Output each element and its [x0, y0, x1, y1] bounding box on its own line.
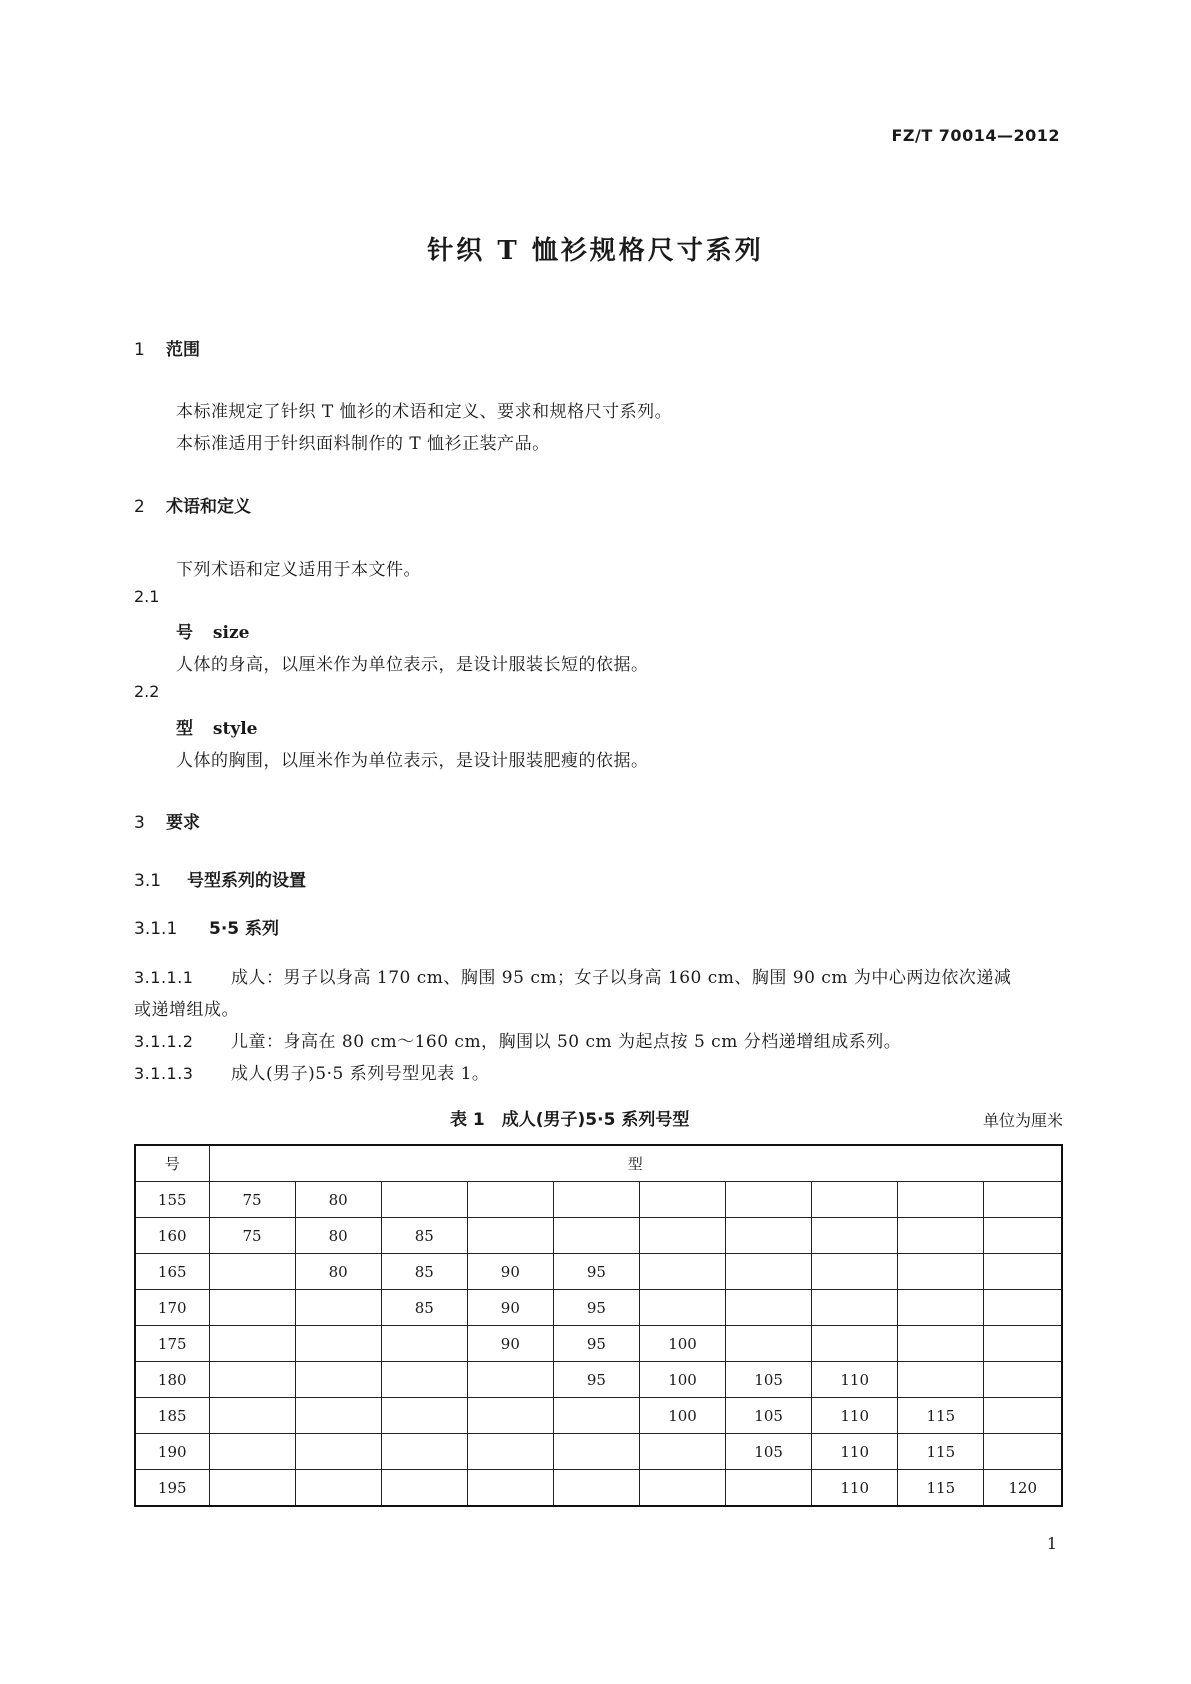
- table-header-row: [135, 1145, 1062, 1182]
- xing-cell: 120: [984, 1470, 1062, 1507]
- xing-cell: [381, 1362, 467, 1398]
- clause-number: 2.2: [134, 682, 160, 701]
- xing-cell: [639, 1434, 725, 1470]
- xing-cell: [295, 1326, 381, 1362]
- xing-cell: [726, 1470, 812, 1507]
- section-number: 3.1.1: [134, 919, 178, 939]
- xing-cell: 90: [467, 1290, 553, 1326]
- clause-number: 2.1: [134, 587, 160, 606]
- xing-cell: [639, 1290, 725, 1326]
- xing-cell: 95: [553, 1290, 639, 1326]
- xing-cell: [726, 1182, 812, 1218]
- header-xing: 型: [209, 1145, 1062, 1182]
- section-number: 1: [134, 340, 145, 360]
- subsection-3-1-heading: [134, 866, 306, 891]
- xing-cell: [209, 1470, 295, 1507]
- clause-3-1-1-3: [134, 1059, 489, 1084]
- table-row: [135, 1218, 1062, 1254]
- xing-cell: [812, 1182, 898, 1218]
- xing-cell: 85: [381, 1218, 467, 1254]
- xing-cell: [726, 1290, 812, 1326]
- xing-cell: [467, 1182, 553, 1218]
- xing-cell: [467, 1434, 553, 1470]
- term-zh: 号: [176, 623, 193, 643]
- clause-text: 成人(男子)5·5 系列号型见表 1。: [231, 1064, 490, 1084]
- xing-cell: [984, 1254, 1062, 1290]
- xing-cell: [639, 1254, 725, 1290]
- xing-cell: 90: [467, 1326, 553, 1362]
- section-title: 5·5 系列: [209, 919, 280, 939]
- xing-cell: 110: [812, 1398, 898, 1434]
- xing-cell: [381, 1434, 467, 1470]
- xing-cell: 105: [726, 1362, 812, 1398]
- xing-cell: [467, 1470, 553, 1507]
- xing-cell: 105: [726, 1398, 812, 1434]
- xing-cell: [984, 1182, 1062, 1218]
- xing-cell: [984, 1218, 1062, 1254]
- clause-text: 儿童：身高在 80 cm～160 cm，胸围以 50 cm 为起点按 5 cm 分档递增组成系列。: [231, 1032, 902, 1052]
- table-row: [135, 1470, 1062, 1507]
- header-hao: 号: [135, 1145, 209, 1182]
- xing-cell: [984, 1290, 1062, 1326]
- xing-cell: [467, 1362, 553, 1398]
- xing-cell: [898, 1290, 984, 1326]
- section-2-heading: [134, 492, 251, 517]
- xing-cell: [639, 1218, 725, 1254]
- xing-cell: [209, 1290, 295, 1326]
- xing-cell: [209, 1326, 295, 1362]
- table-row: [135, 1290, 1062, 1326]
- section-title: 范围: [166, 340, 200, 360]
- xing-cell: [553, 1470, 639, 1507]
- xing-cell: [898, 1362, 984, 1398]
- xing-cell: [381, 1470, 467, 1507]
- table-row: [135, 1434, 1062, 1470]
- term-en: size: [212, 623, 250, 643]
- size-table: [134, 1144, 1063, 1507]
- xing-cell: 90: [467, 1254, 553, 1290]
- xing-cell: [812, 1326, 898, 1362]
- xing-cell: [467, 1398, 553, 1434]
- clause-3-1-1-1: [134, 963, 1011, 988]
- xing-cell: 115: [898, 1398, 984, 1434]
- standard-number: FZ/T 70014—2012: [891, 126, 1060, 145]
- xing-cell: [467, 1218, 553, 1254]
- xing-cell: [209, 1398, 295, 1434]
- xing-cell: [812, 1218, 898, 1254]
- section-3-heading: [134, 808, 200, 833]
- xing-cell: 115: [898, 1434, 984, 1470]
- hao-cell: 185: [135, 1398, 209, 1434]
- hao-cell: 195: [135, 1470, 209, 1507]
- clause-text: 成人：男子以身高 170 cm、胸围 95 cm；女子以身高 160 cm、胸围 90 cm 为中心两边依次递减: [231, 968, 1012, 988]
- xing-cell: [381, 1326, 467, 1362]
- xing-cell: [726, 1254, 812, 1290]
- section-title: 术语和定义: [166, 497, 251, 517]
- xing-cell: 80: [295, 1218, 381, 1254]
- subsection-3-1-1-heading: [134, 914, 279, 939]
- xing-cell: [984, 1362, 1062, 1398]
- xing-cell: 100: [639, 1326, 725, 1362]
- table-row: [135, 1326, 1062, 1362]
- section-number: 3: [134, 813, 145, 833]
- xing-cell: 110: [812, 1434, 898, 1470]
- section-number: 2: [134, 497, 145, 517]
- xing-cell: [381, 1398, 467, 1434]
- clause-3-1-1-2: [134, 1027, 901, 1052]
- paragraph: 本标准适用于针织面料制作的 T 恤衫正装产品。: [176, 434, 550, 454]
- page-number: 1: [1046, 1534, 1057, 1553]
- clause-continuation: 或递增组成。: [134, 1000, 239, 1020]
- xing-cell: 95: [553, 1362, 639, 1398]
- xing-cell: 95: [553, 1254, 639, 1290]
- xing-cell: [812, 1290, 898, 1326]
- xing-cell: 80: [295, 1182, 381, 1218]
- xing-cell: [553, 1218, 639, 1254]
- document-title: 针织 T 恤衫规格尺寸系列: [427, 236, 764, 266]
- xing-cell: 105: [726, 1434, 812, 1470]
- xing-cell: 110: [812, 1470, 898, 1507]
- clause-number: 3.1.1.2: [134, 1032, 194, 1051]
- xing-cell: 75: [209, 1218, 295, 1254]
- xing-cell: 100: [639, 1362, 725, 1398]
- xing-cell: 95: [553, 1326, 639, 1362]
- definition: 人体的身高，以厘米作为单位表示，是设计服装长短的依据。: [176, 655, 649, 675]
- hao-cell: 170: [135, 1290, 209, 1326]
- hao-cell: 160: [135, 1218, 209, 1254]
- xing-cell: 100: [639, 1398, 725, 1434]
- paragraph: 下列术语和定义适用于本文件。: [176, 560, 421, 580]
- table-row: [135, 1182, 1062, 1218]
- term-size: [176, 618, 249, 643]
- xing-cell: 75: [209, 1182, 295, 1218]
- table-unit: 单位为厘米: [982, 1111, 1063, 1130]
- section-title: 要求: [166, 813, 200, 833]
- xing-cell: [209, 1434, 295, 1470]
- xing-cell: [639, 1182, 725, 1218]
- xing-cell: [726, 1218, 812, 1254]
- xing-cell: [898, 1218, 984, 1254]
- xing-cell: [381, 1182, 467, 1218]
- term-zh: 型: [176, 719, 193, 739]
- xing-cell: [553, 1182, 639, 1218]
- xing-cell: [984, 1434, 1062, 1470]
- xing-cell: [984, 1326, 1062, 1362]
- xing-cell: [639, 1470, 725, 1507]
- table-row: [135, 1362, 1062, 1398]
- xing-cell: [295, 1434, 381, 1470]
- hao-cell: 165: [135, 1254, 209, 1290]
- xing-cell: [209, 1254, 295, 1290]
- paragraph: 本标准规定了针织 T 恤衫的术语和定义、要求和规格尺寸系列。: [176, 402, 673, 422]
- xing-cell: [295, 1290, 381, 1326]
- term-style: [176, 714, 258, 739]
- hao-cell: 180: [135, 1362, 209, 1398]
- xing-cell: [295, 1398, 381, 1434]
- hao-cell: 190: [135, 1434, 209, 1470]
- xing-cell: 115: [898, 1470, 984, 1507]
- xing-cell: [295, 1470, 381, 1507]
- xing-cell: 85: [381, 1290, 467, 1326]
- xing-cell: [984, 1398, 1062, 1434]
- xing-cell: [898, 1326, 984, 1362]
- hao-cell: 175: [135, 1326, 209, 1362]
- xing-cell: [553, 1434, 639, 1470]
- section-title: 号型系列的设置: [187, 871, 306, 891]
- xing-cell: [209, 1362, 295, 1398]
- hao-cell: 155: [135, 1182, 209, 1218]
- section-1-heading: [134, 335, 200, 360]
- clause-number: 3.1.1.3: [134, 1064, 194, 1083]
- xing-cell: [812, 1254, 898, 1290]
- section-number: 3.1: [134, 871, 162, 891]
- xing-cell: 80: [295, 1254, 381, 1290]
- term-en: style: [212, 719, 258, 739]
- xing-cell: 110: [812, 1362, 898, 1398]
- xing-cell: [898, 1182, 984, 1218]
- xing-cell: 85: [381, 1254, 467, 1290]
- definition: 人体的胸围，以厘米作为单位表示，是设计服装肥瘦的依据。: [176, 751, 649, 771]
- xing-cell: [295, 1362, 381, 1398]
- xing-cell: [898, 1254, 984, 1290]
- table-caption: 表 1 成人(男子)5·5 系列号型: [450, 1110, 690, 1130]
- xing-cell: [726, 1326, 812, 1362]
- table-row: [135, 1254, 1062, 1290]
- xing-cell: [553, 1398, 639, 1434]
- clause-number: 3.1.1.1: [134, 968, 194, 987]
- table-row: [135, 1398, 1062, 1434]
